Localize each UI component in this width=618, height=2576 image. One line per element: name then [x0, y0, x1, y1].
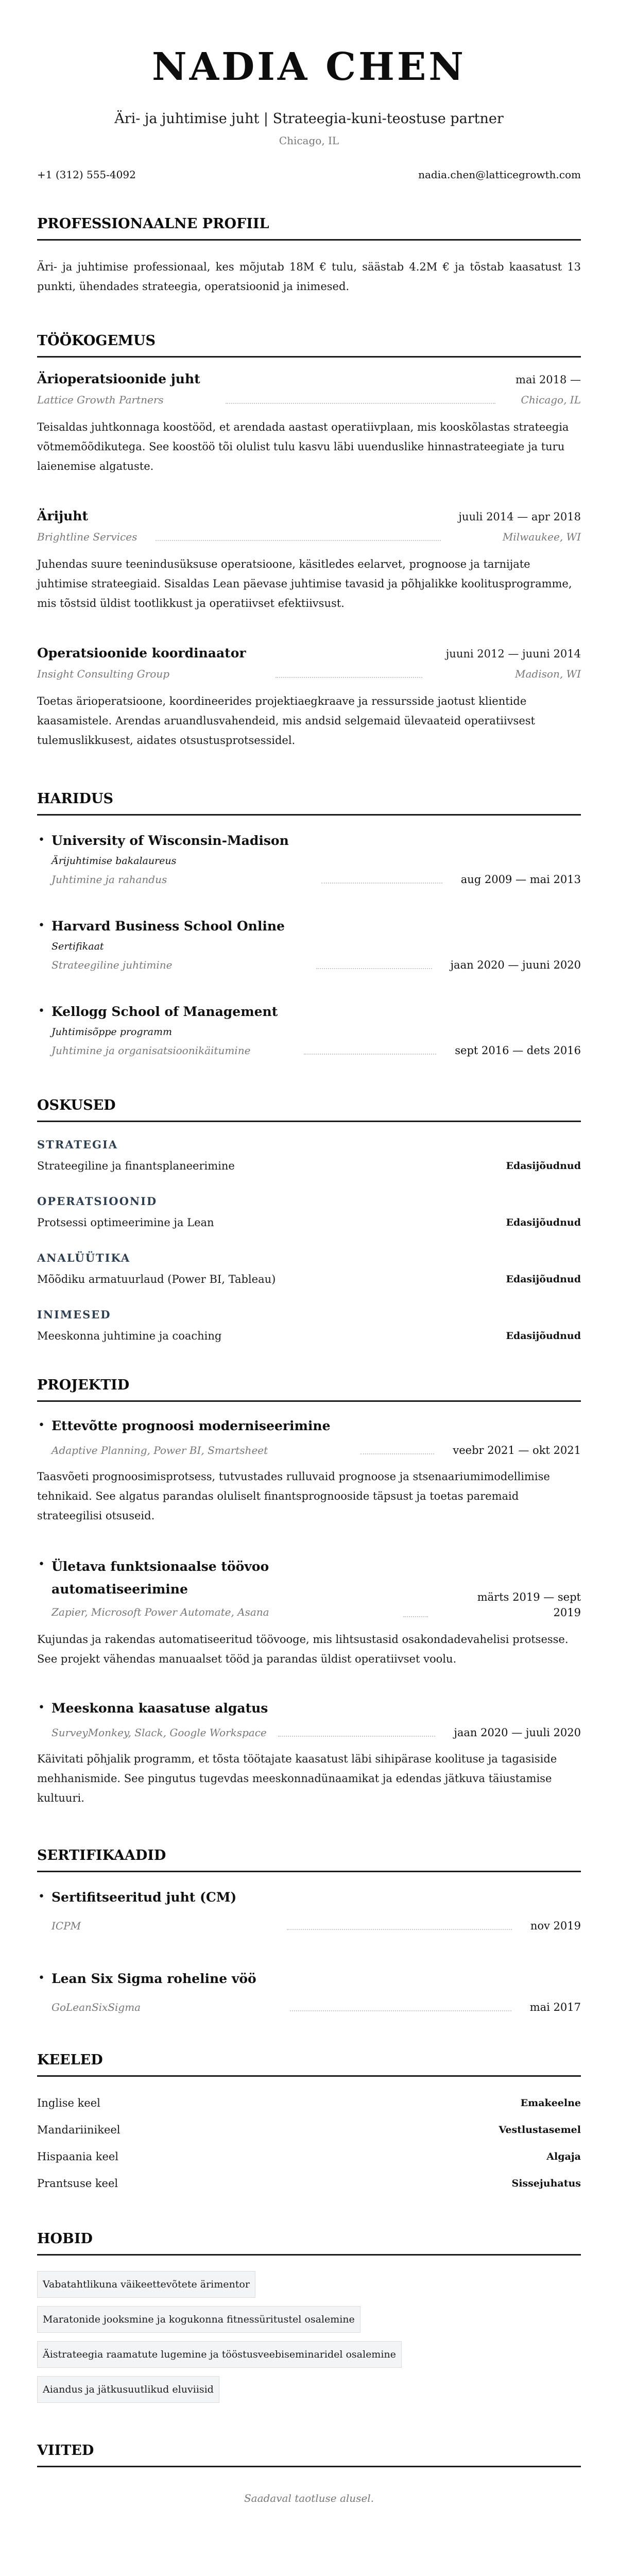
job-description: Teisaldas juhtkonnaga koostööd, et arendada aastast operatiivplaan, mis kooskõlastas strateegia võtmemõõdikutega. See koostöö tõi olulist tulu kasvu läbi uuenduslike hinnastrateegiate ja turu laienemise algatuste.	[37, 421, 569, 472]
job-dates: juuni 2012 — juuni 2014	[445, 648, 581, 660]
job-entry	[37, 508, 581, 613]
certification-issuer: GoLeanSixSigma	[52, 2001, 141, 2013]
project-dates: jaan 2020 — juuli 2020	[454, 1726, 581, 1739]
section-title: OSKUSED	[37, 1097, 581, 1122]
school-name: Kellogg School of Management	[52, 1004, 278, 1019]
certification-date: nov 2019	[530, 1920, 581, 1932]
job-title: Ärijuht	[37, 509, 89, 523]
section-projects	[37, 1377, 581, 1808]
bullet-icon: •	[38, 919, 45, 932]
certification-issuer: ICPM	[52, 1920, 81, 1932]
candidate-name: NADIA CHEN	[152, 45, 466, 89]
job-entry	[37, 371, 581, 476]
job-company: Lattice Growth Partners	[37, 394, 164, 406]
section-experience	[37, 332, 581, 750]
project-dates: veebr 2021 — okt 2021	[453, 1444, 581, 1456]
dotted-leader	[316, 968, 432, 969]
candidate-location: Chicago, IL	[279, 134, 339, 147]
education-dates: sept 2016 — dets 2016	[455, 1044, 581, 1057]
language-name: Hispaania keel	[37, 2150, 119, 2163]
project-entry	[37, 1699, 581, 1808]
skill-name: Strateegiline ja finantsplaneerimine	[37, 1160, 235, 1172]
project-tools: Adaptive Planning, Power BI, Smartsheet	[52, 1444, 268, 1456]
language-level: Emakeelne	[520, 2097, 581, 2109]
dotted-leader	[290, 2010, 511, 2011]
resume-header	[37, 0, 581, 181]
dotted-leader	[278, 1736, 436, 1737]
project-tools: SurveyMonkey, Slack, Google Workspace	[52, 1726, 267, 1739]
dotted-leader	[403, 1616, 428, 1617]
certification-name: Lean Six Sigma roheline vöö	[52, 1971, 256, 1986]
language-level: Sissejuhatus	[511, 2178, 581, 2189]
bullet-icon: •	[38, 1558, 45, 1571]
job-dates: mai 2018 —	[516, 374, 581, 386]
job-title: Operatsioonide koordinaator	[37, 646, 246, 660]
project-description: Käivitati põhjalik programm, et tõsta töötajate kaasatust läbi sihipärase koolituse ja tagasiside mehhanismide. See pingutus tugevdas meeskonnadünaamikat ja edendas jätkuva täiustamise kultuuri.	[37, 1753, 557, 1804]
certification-date: mai 2017	[529, 2001, 581, 2013]
bullet-icon: •	[38, 1419, 45, 1432]
profile-text: Äri- ja juhtimise professionaal, kes mõjutab 18M € tulu, säästab 4.2M € ja tõstab kaasatust 13 punkti, ühendades strateegia, operatsioonid ja inimesed.	[37, 261, 581, 293]
language-name: Mandariinikeel	[37, 2124, 121, 2136]
section-title: SERTIFIKAADID	[37, 1847, 581, 1872]
school-name: University of Wisconsin-Madison	[52, 833, 289, 848]
skill-level: Edasijõudnud	[506, 1217, 581, 1228]
language-row	[37, 2149, 581, 2164]
section-profile	[37, 215, 581, 296]
job-location: Milwaukee, WI	[502, 531, 581, 543]
project-description: Taasvõeti prognoosimisprotsess, tutvustades rulluvaid prognoose ja stsenaariumimodellimise tehnikaid. See algatus parandas oluliselt finantsprognooside täpsust ja toetas paremaid strateegilisi otsuseid.	[37, 1470, 550, 1522]
bullet-icon: •	[38, 1005, 45, 1018]
section-title: HOBID	[37, 2230, 581, 2256]
section-title: PROFESSIONAALNE PROFIIL	[37, 215, 581, 241]
degree: Sertifikaat	[52, 941, 104, 952]
project-tools: Zapier, Microsoft Power Automate, Asana	[52, 1606, 269, 1618]
dotted-leader	[226, 403, 495, 404]
field-of-study: Strateegiline juhtimine	[52, 959, 173, 971]
bullet-icon: •	[38, 1890, 45, 1903]
project-description: Kujundas ja rakendas automatiseeritud töövooge, mis lihtsustasid osakondadevahelisi protsesse. See projekt vähendas manuaalset tööd ja parandas üldist operatiivset voolu.	[37, 1633, 569, 1665]
phone-number[interactable]: +1 (312) 555-4092	[37, 168, 136, 181]
section-education	[37, 790, 581, 1058]
language-row	[37, 2095, 581, 2111]
section-certifications	[37, 1847, 581, 2014]
school-name: Harvard Business School Online	[52, 919, 285, 934]
hobby-tags	[37, 2271, 581, 2403]
education-dates: jaan 2020 — juuni 2020	[450, 959, 581, 971]
certification-entry	[37, 1969, 581, 2014]
skill-category: ANALÜÜTIKA	[37, 1251, 131, 1264]
dotted-leader	[276, 677, 422, 678]
hobby-tag: Äistrateegia raamatute lugemine ja tööstusveebiseminaridel osalemine	[37, 2341, 402, 2368]
degree: Ärijuhtimise bakalaureus	[52, 855, 177, 867]
job-dates: juuli 2014 — apr 2018	[458, 511, 581, 523]
skill-group	[37, 1251, 581, 1287]
job-entry	[37, 645, 581, 750]
project-entry	[37, 1555, 581, 1669]
bullet-icon: •	[38, 1701, 45, 1714]
degree: Juhtimisõppe programm	[52, 1026, 172, 1038]
education-entry	[37, 917, 581, 972]
dotted-leader	[304, 1054, 436, 1055]
skill-level: Edasijõudnud	[506, 1330, 581, 1342]
language-name: Inglise keel	[37, 2097, 100, 2109]
contact-row	[37, 168, 581, 181]
candidate-tagline: Äri- ja juhtimise juht | Strateegia-kuni-teostuse partner	[114, 111, 504, 127]
skill-name: Mõõdiku armatuurlaud (Power BI, Tableau)	[37, 1273, 276, 1285]
education-dates: aug 2009 — mai 2013	[460, 873, 581, 886]
job-company: Insight Consulting Group	[37, 668, 170, 680]
job-location: Madison, WI	[515, 668, 581, 680]
skill-group	[37, 1194, 581, 1230]
job-description: Juhendas suure teenindusüksuse operatsioone, käsitledes eelarvet, prognoose ja tarnijate juhtimise strateegiaid. Sisaldas Lean päevase juhtimise tavasid ja põhjalikke koolitusprogramme, mis tõstsid üldist tootlikkust ja operatiivset efektiivsust.	[37, 558, 572, 609]
hobby-tag: Maratonide jooksmine ja kogukonna fitnessüritustel osalemine	[37, 2306, 360, 2333]
bullet-icon: •	[38, 1972, 45, 1985]
job-company: Brightline Services	[37, 531, 138, 543]
job-description: Toetas ärioperatsioone, koordineerides projektiaegkraave ja ressursside jaotust klientide kaasamistele. Arendas aruandlusvahendeid, mis andsid selgemaid ülevaateid operatiivsest tulemuslikkusest, aidates otsustusprotsessidel.	[37, 695, 535, 747]
skill-category: STRATEGIA	[37, 1138, 118, 1151]
project-dates: märts 2019 — sept 2019	[477, 1591, 581, 1619]
dotted-leader	[360, 1453, 434, 1454]
section-title: VIITED	[37, 2442, 581, 2467]
field-of-study: Juhtimine ja rahandus	[52, 873, 167, 886]
hobby-tag: Vabatahtlikuna väikeettevõtete ärimentor	[37, 2271, 255, 2298]
dotted-leader	[321, 883, 442, 884]
section-title: HARIDUS	[37, 790, 581, 816]
email-address[interactable]: nadia.chen@latticegrowth.com	[418, 168, 581, 181]
job-location: Chicago, IL	[521, 394, 581, 406]
project-name: Ettevõtte prognoosi moderniseerimine	[52, 1418, 331, 1433]
section-hobbies	[37, 2230, 581, 2403]
section-languages	[37, 2052, 581, 2191]
language-row	[37, 2122, 581, 2138]
references-text: Saadaval taotluse alusel.	[244, 2492, 374, 2504]
language-level: Vestlustasemel	[499, 2124, 581, 2136]
hobby-tag: Aiandus ja jätkusuutlikud eluviisid	[37, 2376, 219, 2403]
skill-category: OPERATSIOONID	[37, 1195, 158, 1208]
skill-level: Edasijõudnud	[506, 1274, 581, 1285]
section-title: KEELED	[37, 2052, 581, 2077]
section-title: PROJEKTID	[37, 1377, 581, 1402]
dotted-leader	[287, 1929, 512, 1930]
project-entry	[37, 1416, 581, 1526]
language-level: Algaja	[546, 2151, 581, 2162]
skill-level: Edasijõudnud	[506, 1160, 581, 1172]
section-references	[37, 2442, 581, 2576]
skill-group	[37, 1308, 581, 1344]
section-skills	[37, 1097, 581, 1344]
language-row	[37, 2176, 581, 2191]
certification-name: Sertifitseeritud juht (CM)	[52, 1890, 237, 1905]
skill-category: INIMESED	[37, 1308, 111, 1321]
certification-entry	[37, 1888, 581, 1933]
job-title: Ärioperatsioonide juht	[37, 371, 200, 386]
education-entry	[37, 831, 581, 887]
skill-name: Meeskonna juhtimine ja coaching	[37, 1330, 222, 1342]
skill-name: Protsessi optimeerimine ja Lean	[37, 1216, 214, 1229]
section-title: TÖÖKOGEMUS	[37, 332, 581, 358]
bullet-icon: •	[38, 834, 45, 846]
language-name: Prantsuse keel	[37, 2177, 118, 2190]
dotted-leader	[156, 540, 440, 541]
project-name: Meeskonna kaasatuse algatus	[52, 1701, 268, 1716]
project-name: Ületava funktsionaalse töövoo automatiseerimine	[52, 1559, 269, 1597]
education-entry	[37, 1002, 581, 1058]
field-of-study: Juhtimine ja organisatsioonikäitumine	[52, 1044, 251, 1057]
skill-group	[37, 1138, 581, 1174]
